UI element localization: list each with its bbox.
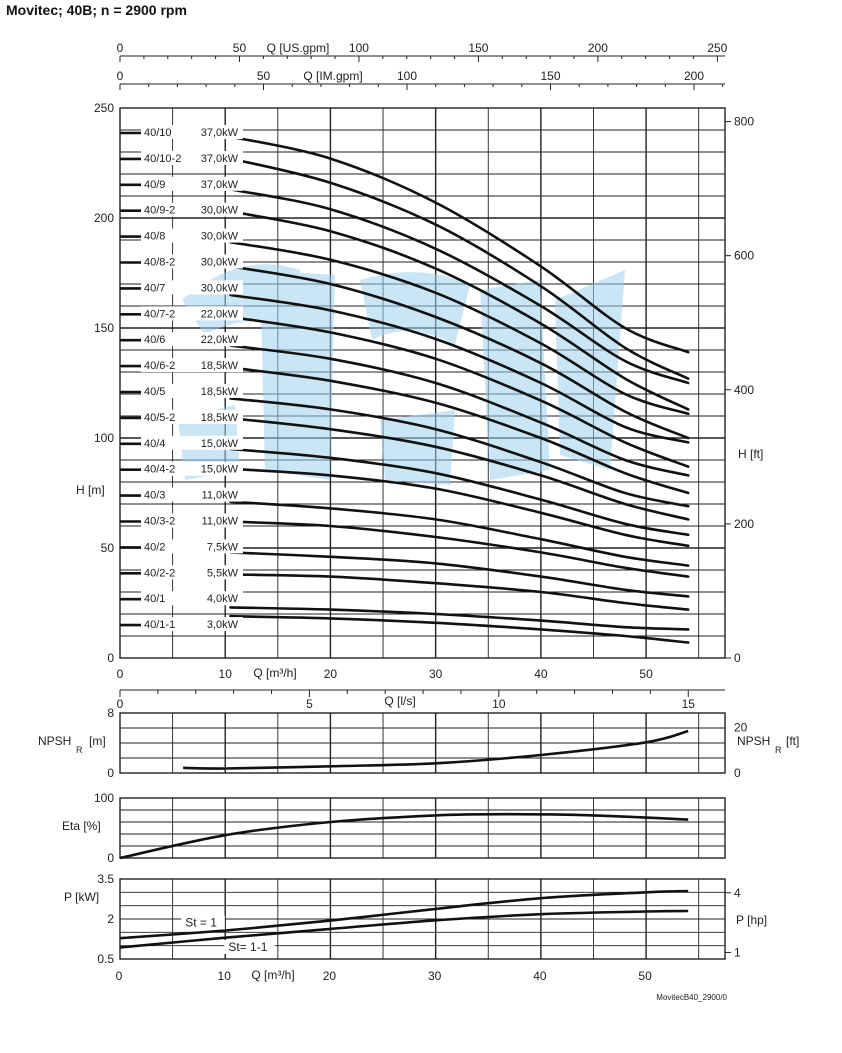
npsh-ylabel-sub: R [76,745,83,755]
power-xtick-label: 10 [217,969,231,983]
power-xtick-label: 40 [533,969,547,983]
curve-label-name: 40/9 [144,178,166,191]
curve-label-name: 40/5 [144,386,166,398]
top-axis-tick-label: 100 [348,41,369,55]
top-axis-tick-label: 0 [116,69,124,83]
lps-axis-label: Q [l/s] [384,694,416,708]
curve-label-name: 40/7 [144,282,166,295]
curve-label-name: 40/2-2 [144,567,176,580]
power-xtick-label: 20 [322,969,337,983]
head-yright-label: H [ft] [738,447,764,461]
curve-label-power: 37,0kW [200,152,238,165]
watermark-shape [555,270,625,470]
curve-label-name: 40/5-2 [144,411,176,424]
top-axis-tick-label: 200 [587,41,608,55]
eta-chart-grid [120,798,725,858]
curve-label-power: 11,0kW [201,515,238,528]
top-axis-label: Q [IM.gpm] [303,69,363,83]
power-annotation: St= 1-1 [228,940,268,954]
lps-tick-label: 15 [681,697,695,711]
head-xlabel: Q [m³/h] [253,666,297,680]
curve-label-name: 40/3 [144,489,166,502]
curve-label-power: 7,5kW [206,541,238,554]
head-ytick-label: 100 [93,431,114,445]
lps-tick-label: 10 [492,697,506,711]
curve-label-name: 40/6 [144,334,166,347]
curve-label-name: 40/4 [144,437,166,450]
curve-label-power: 4,0kW [206,593,238,606]
npsh-ytick-label: 0 [107,766,114,780]
curve-label-power: 18,5kW [200,360,238,373]
head-xtick-label: 20 [323,667,338,681]
head-xtick-label: 30 [428,667,443,681]
top-axis-tick-label: 250 [707,41,728,55]
power-ytick-label: 3.5 [97,872,114,886]
curve-label-power: 30,0kW [200,230,238,243]
npsh-yright-label: NPSH [737,734,771,748]
curve-label-power: 3,0kW [206,619,238,632]
footer-code: MovitecB40_2900/0 [656,993,727,1002]
head-ylabel: H [m] [76,483,105,497]
top-axis-label: Q [US.gpm] [266,41,330,55]
curve-label-power: 22,0kW [200,334,238,347]
npsh-ylabel: NPSH [38,734,72,748]
top-axis-tick-label: 50 [256,69,271,83]
curve-label-power: 18,5kW [200,386,238,398]
page-title: Movitec; 40B; n = 2900 rpm [6,2,187,18]
curve-label-power: 18,5kW [200,411,238,424]
curve-label-power: 15,0kW [200,463,238,476]
head-ytick-label: 150 [93,321,114,335]
npsh-ylabel-unit: [m] [89,734,106,748]
top-axis-tick-label: 150 [468,41,489,55]
head-xtick-label: 40 [534,667,548,681]
curve-label-name: 40/4-2 [144,463,176,476]
curve-label-power: 30,0kW [200,282,238,295]
power-ytick-label: 2 [107,912,114,926]
head-yright-tick-label: 600 [734,248,755,263]
power-annotation: St = 1 [185,915,217,930]
npsh-yright-tick-label: 20 [734,720,748,735]
head-ytick-label: 50 [100,541,114,555]
curve-label-name: 40/10-2 [144,152,182,165]
head-xtick-label: 50 [639,667,653,681]
curve-label-power: 37,0kW [200,178,238,191]
curve-label-name: 40/7-2 [144,308,176,321]
power-yright-label: P [hp] [736,913,768,927]
eta-curve [120,814,688,858]
head-curve-40-1-1 [231,616,689,642]
curve-label-name: 40/10 [144,127,172,139]
curve-label-name: 40/2 [144,541,166,554]
eta-ytick-label: 0 [107,851,114,865]
head-ytick-label: 0 [107,651,114,665]
curve-label-power: 22,0kW [200,308,238,321]
top-axis-tick-label: 200 [683,69,705,83]
curve-label-name: 40/9-2 [144,204,176,217]
head-yright-tick-label: 0 [734,651,741,665]
power-ylabel: P [kW] [64,890,100,904]
head-curve-40-3-2 [231,522,689,577]
eta-ytick-label: 100 [93,791,114,805]
top-axis-tick-label: 100 [396,69,418,83]
curve-label-power: 37,0kW [200,127,238,139]
npsh-yright-tick-label: 0 [734,766,741,780]
npsh-yright-label-sub: R [775,745,782,755]
head-yright-tick-label: 200 [734,516,755,531]
npsh-yright-label-unit: [ft] [786,734,800,748]
power-xtick-label: 50 [638,969,652,983]
curve-label-power: 5,5kW [206,567,238,580]
curve-label-name: 40/1 [144,593,166,606]
power-xlabel: Q [m³/h] [251,968,295,982]
head-yright-tick-label: 400 [734,382,755,397]
power-ytick-label: 0.5 [97,952,114,966]
head-xtick-label: 10 [218,667,232,681]
curve-label-power: 15,0kW [200,437,238,450]
curve-label-name: 40/3-2 [144,515,176,528]
eta-chart-frame [120,798,725,858]
curve-label-power: 30,0kW [200,204,238,217]
power-yright-tick-label: 4 [734,885,741,900]
curve-label-name: 40/8 [144,230,166,243]
curve-label-name: 40/1-1 [144,619,176,632]
top-axis-tick-label: 50 [232,41,247,55]
lps-tick-label: 5 [306,697,313,711]
lps-tick-label: 0 [116,697,124,711]
power-xtick-label: 0 [115,969,123,983]
head-xtick-label: 0 [116,667,124,681]
eta-ylabel: Eta [%] [62,819,101,833]
curve-label-power: 30,0kW [200,256,238,269]
head-ytick-label: 250 [93,101,114,115]
power-yright-tick-label: 1 [734,945,741,960]
head-ytick-label: 200 [93,211,114,225]
npsh-ytick-label: 8 [107,706,114,720]
curve-label-power: 11,0kW [201,489,238,502]
top-axis-tick-label: 150 [540,69,561,83]
curve-label-name: 40/6-2 [144,360,176,373]
power-xtick-label: 30 [427,969,442,983]
curve-label-name: 40/8-2 [144,256,176,269]
top-axis-tick-label: 0 [116,41,124,55]
head-yright-tick-label: 800 [734,114,755,129]
